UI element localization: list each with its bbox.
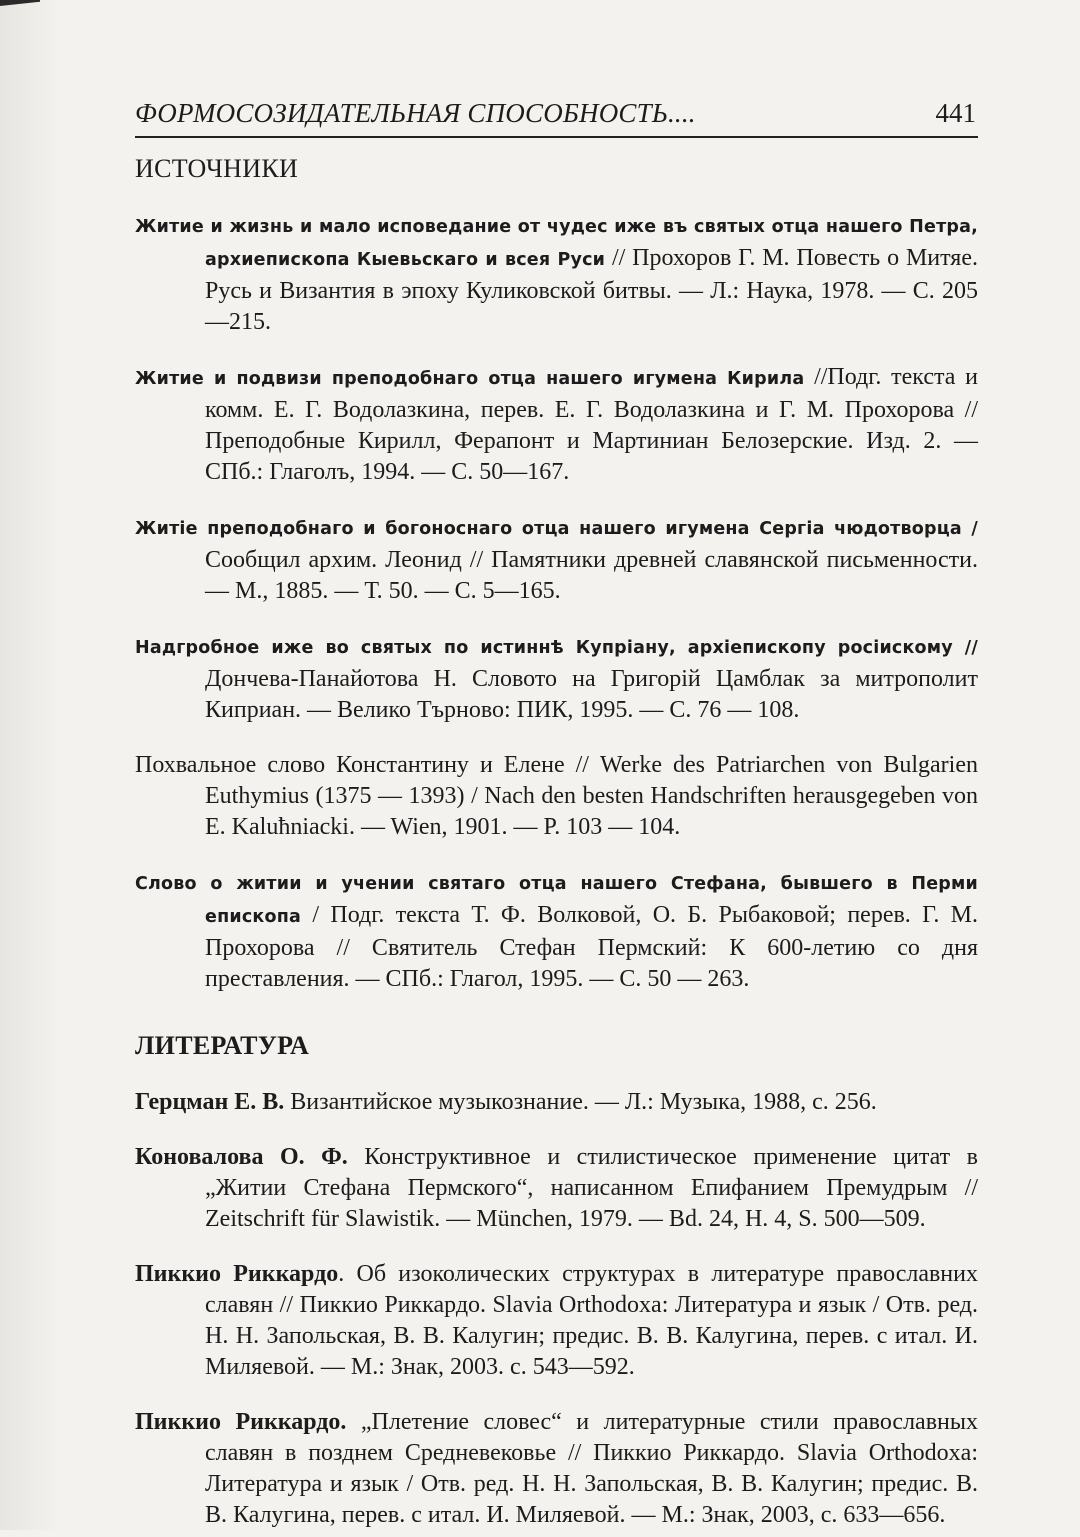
slavonic-title: Житие и жизнь и мало исповедание от чудес иже въ святых отца нашего Петра, архиепископа Кыевьскаго и всея Руси bbox=[135, 217, 978, 270]
entry-text: Похвальное слово Константину и Елене // Werke des Patriarchen von Bulgarien Euthymius (1375 — 1393) / Nach den besten Handschriften herausgegeben von E. Kaluћniacki. — Wien, 1901. — P. 103 — 104. bbox=[135, 752, 978, 840]
list-item bbox=[135, 750, 978, 843]
list-item bbox=[135, 1087, 978, 1118]
entry-text: Конструктивное и стилистическое применение цитат в „Житии Стефана Пермского“, написанном Епифанием Премудрым // Zeitschrift für Slawistik. — München, 1979. — Bd. 24, H. 4, S. 500—509. bbox=[205, 1144, 979, 1232]
entry-text: Византийское музыкознание. — Л.: Музыка, 1988, с. 256. bbox=[284, 1089, 877, 1115]
list-item bbox=[135, 631, 978, 726]
list-item bbox=[135, 1142, 978, 1235]
page-body bbox=[135, 152, 978, 1537]
running-title: ФОРМОСОЗИДАТЕЛЬНАЯ СПОСОБНОСТЬ.... bbox=[135, 98, 696, 128]
slavonic-title: Житiе преподобнаго и богоноснаго отца нашего игумена Сергiа чюдотворца / bbox=[135, 519, 978, 539]
running-header bbox=[135, 96, 978, 138]
entry-text: Дончева-Панайотова Н. Словото на Григорій Цамблак за митрополит Киприан. — Велико Търново: ПИК, 1995. — С. 76 — 108. bbox=[205, 666, 978, 723]
entry-author: Коновалова О. Ф. bbox=[135, 1144, 348, 1170]
entry-text: / Подг. текста Т. Ф. Волковой, О. Б. Рыбаковой; перев. Г. М. Прохорова // Святитель Стефан Пермский: К 600-летию со дня преставления. — СПб.: Глагол, 1995. — С. 50 — 263. bbox=[205, 902, 978, 992]
entry-text: . Об изоколических структурах в литературе православних славян // Пиккио Риккардо. Slavia Orthodoxa: Литература и язык / Отв. ред. Н. Н. Запольская, В. В. Калугин; предис. В. В. Калугина, перев. с итал. И. Миляевой. — М.: Знак, 2003. с. 543—592. bbox=[205, 1261, 978, 1380]
page-edge-shadow bbox=[0, 0, 60, 1530]
page-number: 441 bbox=[935, 98, 976, 128]
entry-text: „Плетение словес“ и литературные стили православных славян в позднем Средневековье // Пиккио Риккардо. Slavia Orthodoxa: Литература и язык / Отв. ред. Н. Н. Запольская, В. В. Калугин; предис. В. В. Калугина, перев. с итал. И. Миляевой. — М.: Знак, 2003, с. 633—656. bbox=[205, 1409, 979, 1528]
slavonic-title: Житие и подвизи преподобнаго отца нашего игумена Кирила bbox=[135, 369, 805, 389]
list-item bbox=[135, 512, 978, 607]
list-item bbox=[135, 1407, 978, 1531]
literature-heading: ЛИТЕРАТУРА bbox=[135, 1031, 310, 1060]
entry-text: //Подг. текста и комм. Е. Г. Водолазкина, перев. Е. Г. Водолазкина и Г. М. Прохорова // Преподобные Кирилл, Ферапонт и Мартиниан Белозерские. Изд. 2. — СПб.: Глаголъ, 1994. — С. 50—167. bbox=[205, 364, 978, 485]
entry-text: Сообщил архим. Леонид // Памятники древней славянской письменности. — М., 1885. — Т. 50. — С. 5—165. bbox=[205, 547, 978, 604]
slavonic-title: Надгробное иже во святых по истиннѣ Купрiану, архiепископу росiискому // bbox=[135, 638, 978, 658]
list-item bbox=[135, 867, 978, 995]
list-item bbox=[135, 362, 978, 488]
sources-list bbox=[135, 210, 978, 995]
entry-author: Пиккио Риккардо. bbox=[135, 1409, 347, 1435]
list-item bbox=[135, 1259, 978, 1383]
sources-heading: ИСТОЧНИКИ bbox=[135, 154, 299, 183]
entry-author: Пиккио Риккардо bbox=[135, 1261, 339, 1287]
list-item bbox=[135, 210, 978, 338]
entry-author: Герцман Е. В. bbox=[135, 1089, 285, 1115]
entry-text: // Прохоров Г. М. Повесть о Митяе. Русь и Византия в эпоху Куликовской битвы. — Л.: Наука, 1978. — С. 205—215. bbox=[205, 245, 979, 335]
slavonic-title: Слово о житии и учении святаго отца нашего Стефана, бывшего в Перми епископа bbox=[135, 874, 978, 927]
literature-list bbox=[135, 1087, 978, 1531]
